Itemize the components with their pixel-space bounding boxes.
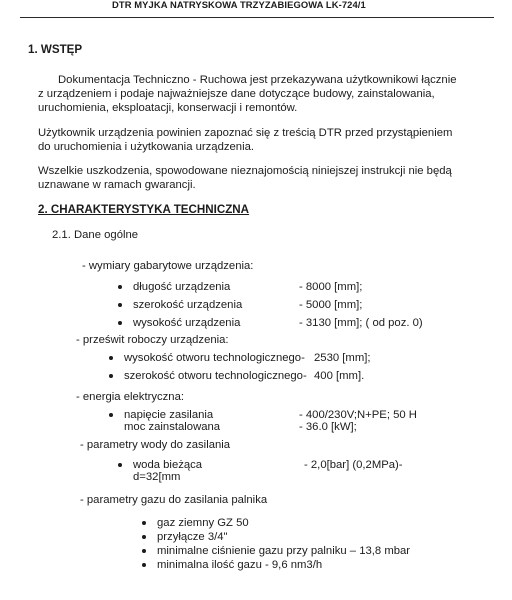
dimension-value: - 3130 [mm]; ( od poz. 0)	[299, 317, 423, 329]
dimension-value: - 5000 [mm];	[299, 299, 363, 311]
water-label: d=32[mm	[133, 471, 181, 483]
opening-label: wysokość otworu technologicznego-	[124, 352, 305, 364]
gas-item: gaz ziemny GZ 50	[157, 517, 249, 529]
warranty-paragraph-line: Wszelkie uszkodzenia, spowodowane nieznajomością niniejszej instrukcji nie będą	[38, 165, 452, 177]
power-value: - 400/230V;N+PE; 50 H	[299, 409, 417, 421]
warranty-paragraph-line: uznawane w ramach gwarancji.	[38, 179, 196, 191]
gas-item: minimalna ilość gazu - 9,6 nm3/h	[157, 559, 323, 571]
power-label: moc zainstalowana	[124, 421, 221, 433]
gas-heading: - parametry gazu do zasilania palnika	[80, 494, 268, 506]
header-rule	[20, 17, 494, 18]
subsection-heading: 2.1. Dane ogólne	[52, 229, 139, 241]
power-heading: - energia elektryczna:	[76, 391, 184, 403]
document-header-title: DTR MYJKA NATRYSKOWA TRZYZABIEGOWA LK-724/1	[112, 0, 366, 10]
gas-item: minimalne ciśnienie gazu przy palniku – 13,8 mbar	[157, 545, 411, 557]
dimensions-heading: - wymiary gabarytowe urządzenia:	[82, 260, 254, 272]
dimension-label: wysokość urządzenia	[133, 317, 241, 329]
opening-value: 2530 [mm];	[314, 352, 371, 364]
intro-paragraph-line: uruchomienia, eksploatacji, konserwacji i remontów.	[38, 102, 298, 114]
water-heading: - parametry wody do zasilania	[80, 439, 231, 451]
section-2-heading: 2. CHARAKTERYSTYKA TECHNICZNA	[38, 203, 250, 216]
gas-item: przyłącze 3/4"	[157, 531, 228, 543]
opening-heading: - prześwit roboczy urządzenia:	[76, 334, 229, 346]
power-label: napięcie zasilania	[124, 409, 214, 421]
dimension-value: - 8000 [mm];	[299, 281, 363, 293]
intro-paragraph-line: z urządzeniem i podaje najważniejsze dane dotyczące budowy, zainstalowania,	[38, 88, 435, 100]
dtr-paragraph-line: do uruchomienia i użytkowania urządzenia.	[38, 141, 255, 153]
dtr-paragraph-line: Użytkownik urządzenia powinien zapoznać się z treścią DTR przed przystąpieniem	[38, 127, 453, 139]
water-value: - 2,0[bar] (0,2MPa)-	[304, 459, 403, 471]
dimension-label: szerokość urządzenia	[133, 299, 243, 311]
water-label: woda bieżąca	[133, 459, 203, 471]
power-value: - 36.0 [kW];	[299, 421, 357, 433]
dimension-label: długość urządzenia	[133, 281, 231, 293]
opening-label: szerokość otworu technologicznego-	[124, 370, 307, 382]
section-1-heading: 1. WSTĘP	[28, 43, 83, 56]
intro-paragraph-line: Dokumentacja Techniczno - Ruchowa jest przekazywana użytkownikowi łącznie	[58, 74, 457, 86]
opening-value: 400 [mm].	[314, 370, 365, 382]
